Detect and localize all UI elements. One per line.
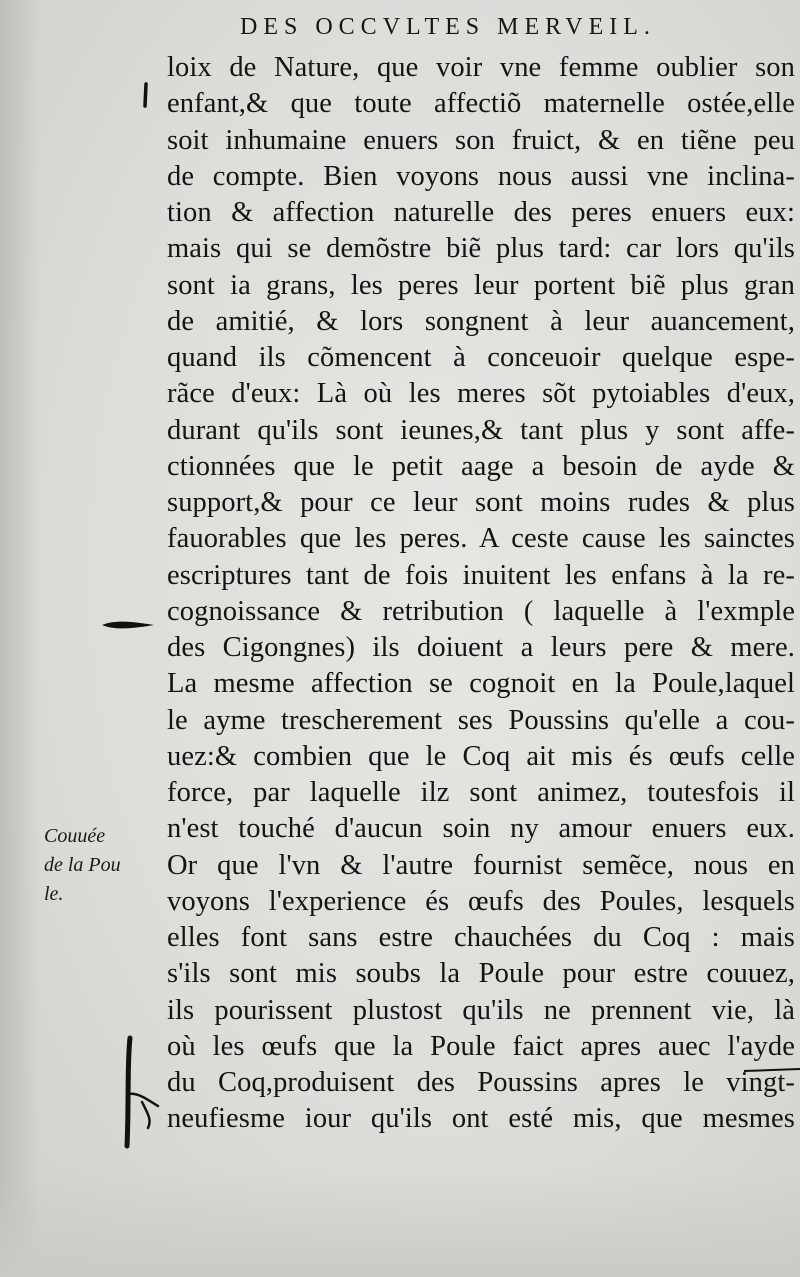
text-line: s'ils sont mis soubs la Poule pour estre couuez, — [167, 958, 795, 990]
running-head: DES OCCVLTES MERVEIL. — [240, 14, 656, 40]
text-line: neufiesme iour qu'ils ont esté mis, que mesmes — [167, 1103, 795, 1135]
text-line: rãce d'eux: Là où les meres sõt pytoiables d'eux, — [167, 378, 795, 410]
text-line: enfant,& que toute affectiõ maternelle ostée,elle — [167, 88, 795, 120]
margin-note-line: Couuée — [44, 825, 106, 847]
body-text — [167, 50, 795, 1138]
text-line: escriptures tant de fois inuitent les enfans à la re- — [167, 559, 795, 591]
text-line: mais qui se demõstre biẽ plus tard: car lors qu'ils — [167, 233, 795, 265]
text-line: du Coq,produisent des Poussins apres le vingt- — [167, 1067, 795, 1098]
text-line: loix de Nature, que voir vne femme oublier son — [167, 52, 795, 83]
text-line: durant qu'ils sont ieunes,& tant plus y sont affe- — [167, 414, 795, 446]
text-line: des Cigongnes) ils doiuent a leurs pere & mere. — [167, 632, 795, 663]
text-line: Or que l'vn & l'autre fournist semẽce, nous en — [167, 849, 795, 881]
ink-bracket-mark — [118, 1034, 170, 1150]
page-shade — [0, 1167, 800, 1277]
strikethrough-mark — [742, 1062, 800, 1078]
text-line: ctionnées que le petit aage a besoin de ayde & — [167, 450, 795, 482]
margin-note-line: le. — [44, 883, 64, 905]
text-line: cognoissance & retribution ( laquelle à l'exmple — [167, 595, 795, 627]
text-line: fauorables que les peres. A ceste cause les sainctes — [167, 523, 795, 555]
text-line: où les œufs que la Poule faict apres auec l'ayde — [167, 1030, 795, 1062]
ink-tick-mark — [140, 82, 152, 110]
text-line: La mesme affection se cognoit en la Poule,laquel — [167, 668, 795, 700]
text-line: le ayme trescherement ses Poussins qu'elle a cou- — [167, 704, 795, 736]
text-line: ils pourissent plustost qu'ils ne prennent vie, là — [167, 994, 795, 1026]
text-line: uez:& combien que le Coq ait mis és œufs celle — [167, 740, 795, 772]
gutter-shadow — [0, 0, 40, 1277]
text-line: elles font sans estre chauchées du Coq : mais — [167, 922, 795, 953]
text-line: tion & affection naturelle des peres enuers eux: — [167, 197, 795, 228]
text-line: de amitié, & lors songnent à leur auancement, — [167, 305, 795, 337]
text-line: n'est touché d'aucun soin ny amour enuers eux. — [167, 813, 795, 845]
text-line: quand ils cõmencent à conceuoir quelque espe- — [167, 342, 795, 373]
text-line: support,& pour ce leur sont moins rudes & plus — [167, 487, 795, 518]
text-line: sont ia grans, les peres leur portent biẽ plus gran — [167, 269, 795, 301]
text-line: voyons l'experience és œufs des Poules, lesquels — [167, 885, 795, 917]
margin-note-line: de la Pou — [44, 854, 121, 876]
ink-arrow-mark — [100, 614, 156, 636]
text-line: force, par laquelle ilz sont animez, toutesfois il — [167, 777, 795, 808]
text-line: soit inhumaine enuers son fruict, & en tiẽne peu — [167, 124, 795, 156]
text-line: de compte. Bien voyons nous aussi vne inclina- — [167, 160, 795, 192]
margin-note — [44, 822, 159, 909]
